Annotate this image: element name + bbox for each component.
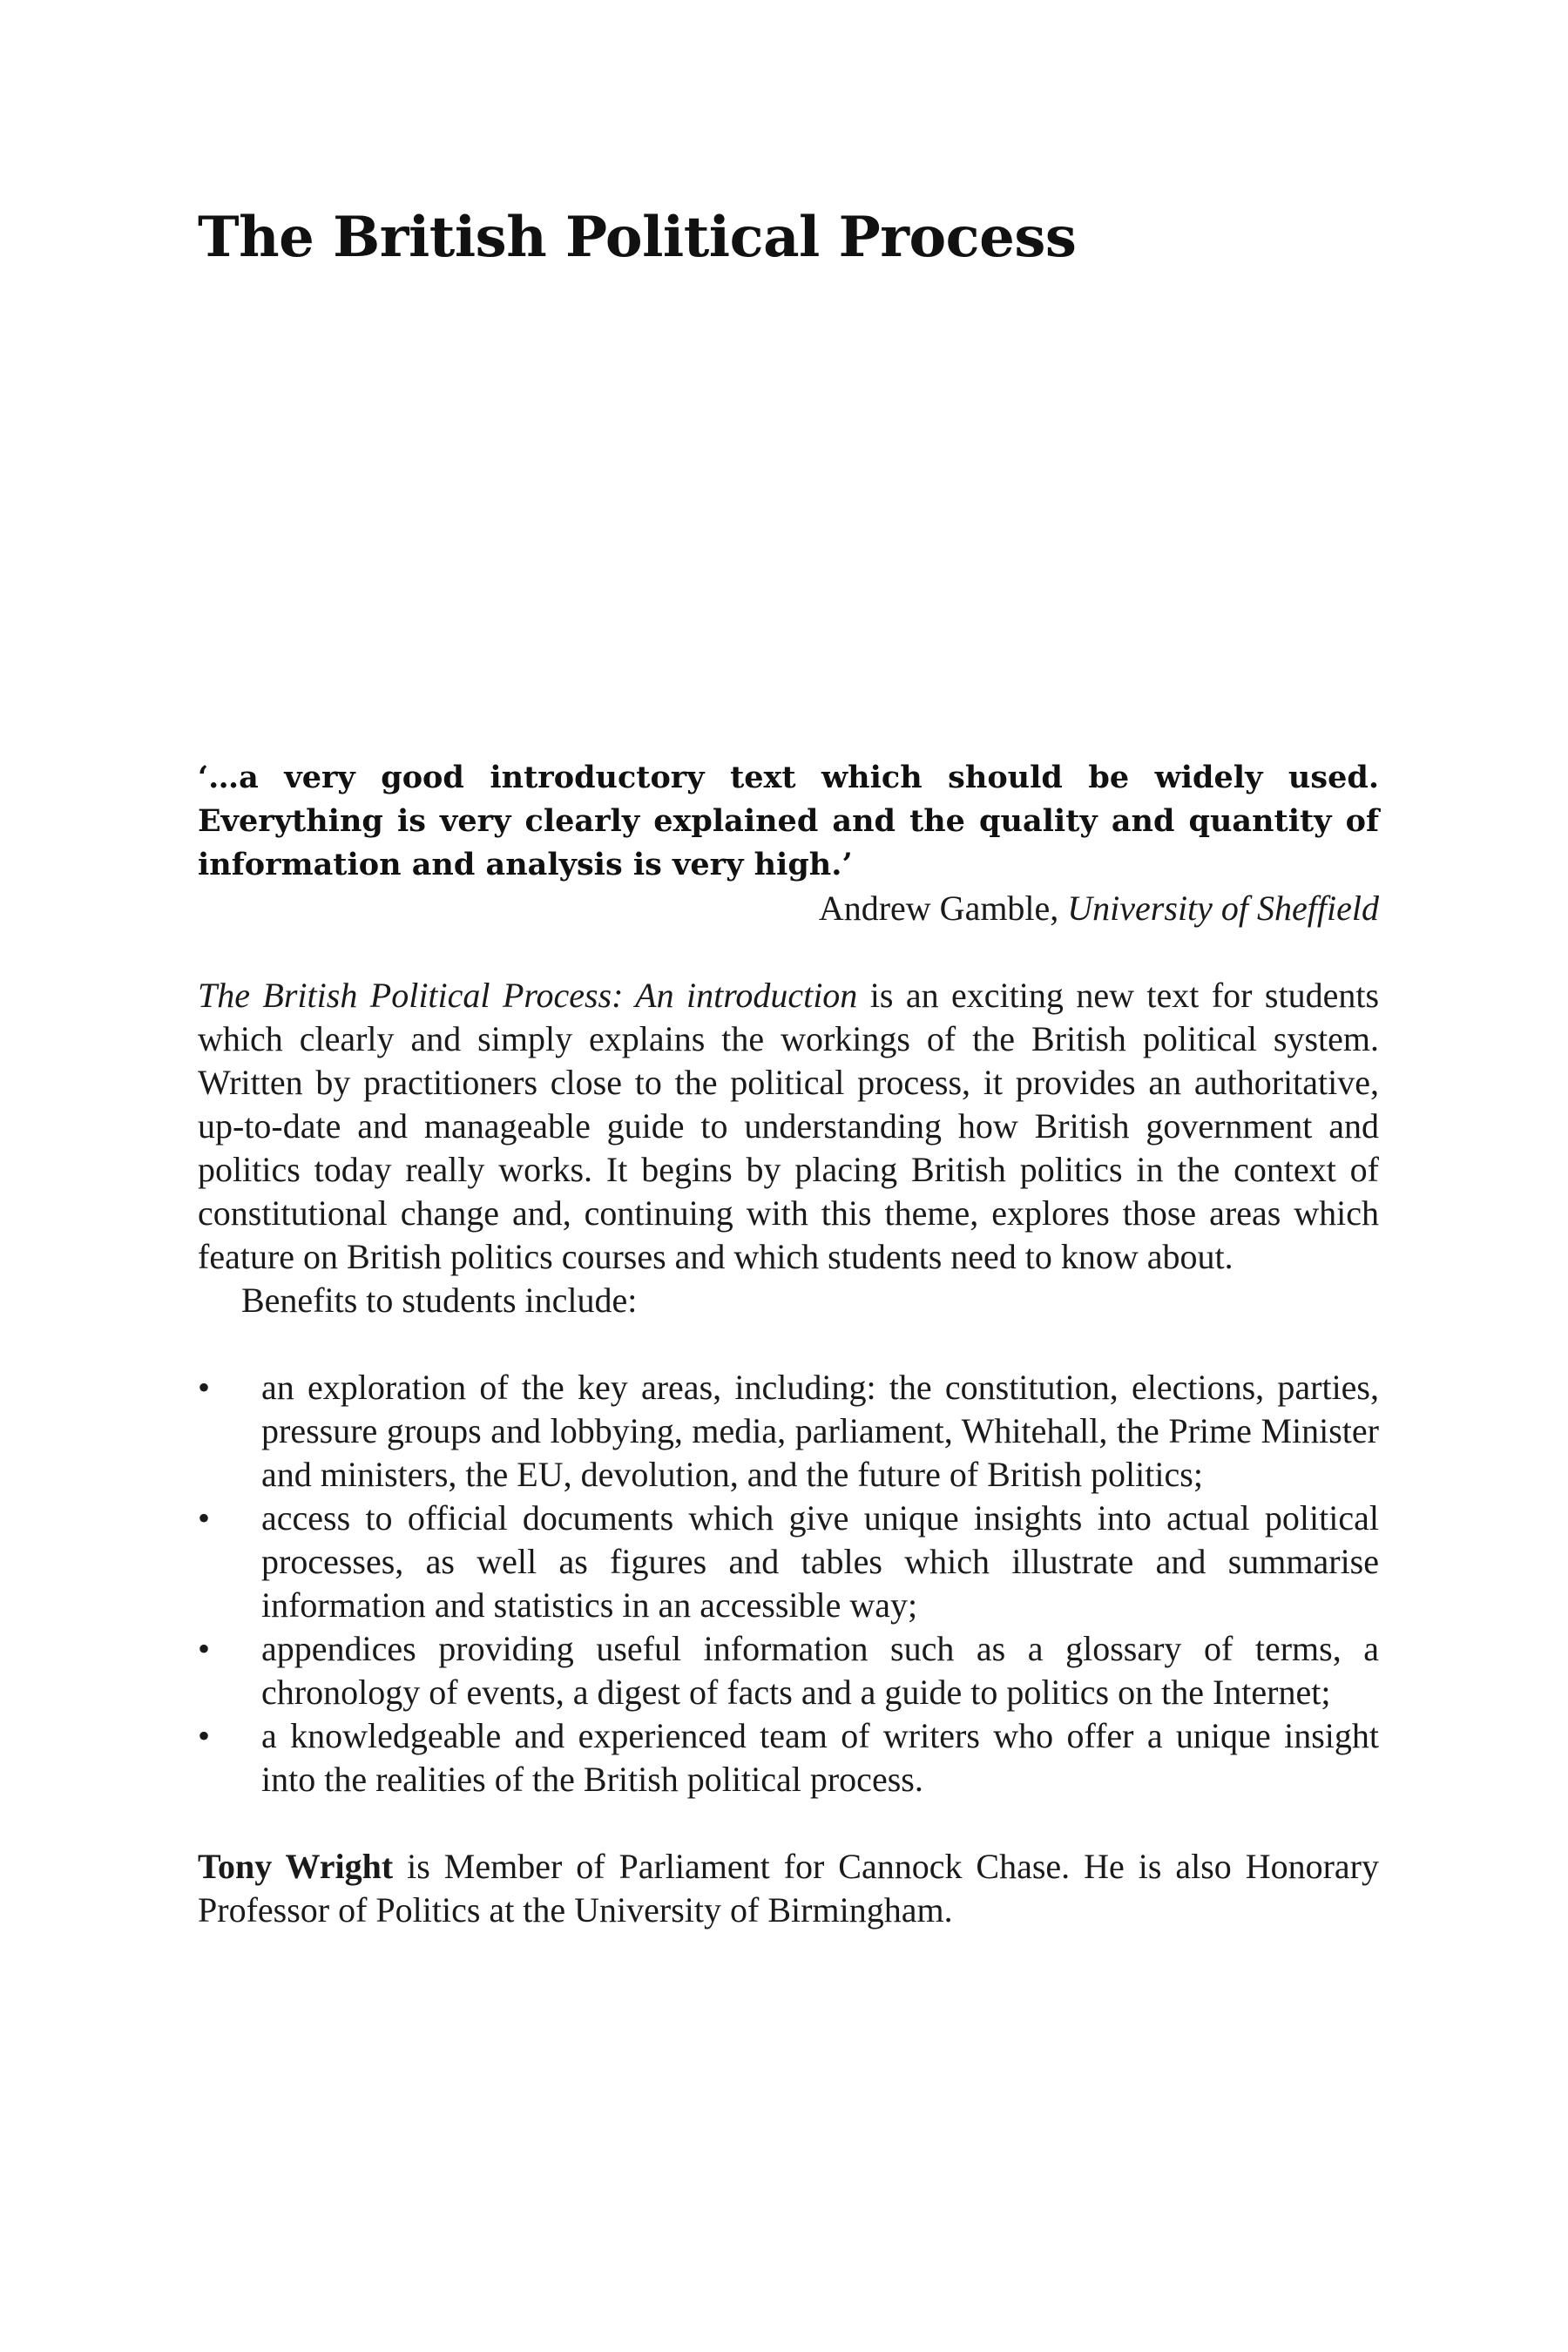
bullet-icon: • <box>198 1716 211 1755</box>
list-item-text: a knowledgeable and experienced team of writers who offer a unique insight into the realities of the British political process. <box>261 1716 1379 1799</box>
book-description <box>198 974 1379 1279</box>
list-item <box>198 1497 1379 1627</box>
quote-affiliation: University of Sheffield <box>1067 889 1379 928</box>
book-title: The British Political Process: An introduction <box>198 976 858 1015</box>
body-content <box>198 756 1379 1932</box>
list-item-text: an exploration of the key areas, including: the constitution, elections, parties, pressure groups and lobbying, media, parliament, Whitehall, the Prime Minister and ministers, the EU, devolution, and the future of British politics; <box>261 1368 1379 1494</box>
author-bio-text: is Member of Parliament for Cannock Chase. He is also Honorary Professor of Politics at the University of Birmingham. <box>198 1847 1379 1930</box>
list-item <box>198 1366 1379 1497</box>
quote-author: Andrew Gamble, <box>818 889 1059 928</box>
description-text: is an exciting new text for students which clearly and simply explains the workings of the British political system. Written by practitioners close to the political process, it provides an authoritative, up-to-date and manageable guide to understanding how British government and politics today really works. It begins by placing British politics in the context of constitutional change and, continuing with this theme, explores those areas which feature on British politics courses and which students need to know about. <box>198 976 1380 1276</box>
page-title: The British Political Process <box>198 205 1077 270</box>
bullet-icon: • <box>198 1498 211 1538</box>
author-bio <box>198 1845 1379 1932</box>
list-item <box>198 1714 1379 1801</box>
endorsement-quote: ‘…a very good introductory text which should be widely used. Everything is very clearly explained and the quality and quantity of information and analysis is very high.’ <box>198 760 1379 882</box>
benefits-intro: Benefits to students include: <box>241 1281 638 1320</box>
benefits-list <box>198 1366 1379 1801</box>
quote-attribution <box>198 887 1379 930</box>
list-item <box>198 1627 1379 1714</box>
author-name: Tony Wright <box>198 1847 394 1886</box>
bullet-icon: • <box>198 1629 211 1668</box>
list-item-text: access to official documents which give unique insights into actual political processes, as well as figures and tables which illustrate and summarise information and statistics in an accessible way; <box>261 1498 1379 1625</box>
bullet-icon: • <box>198 1368 211 1407</box>
list-item-text: appendices providing useful information such as a glossary of terms, a chronology of events, a digest of facts and a guide to politics on the Internet; <box>261 1629 1379 1712</box>
